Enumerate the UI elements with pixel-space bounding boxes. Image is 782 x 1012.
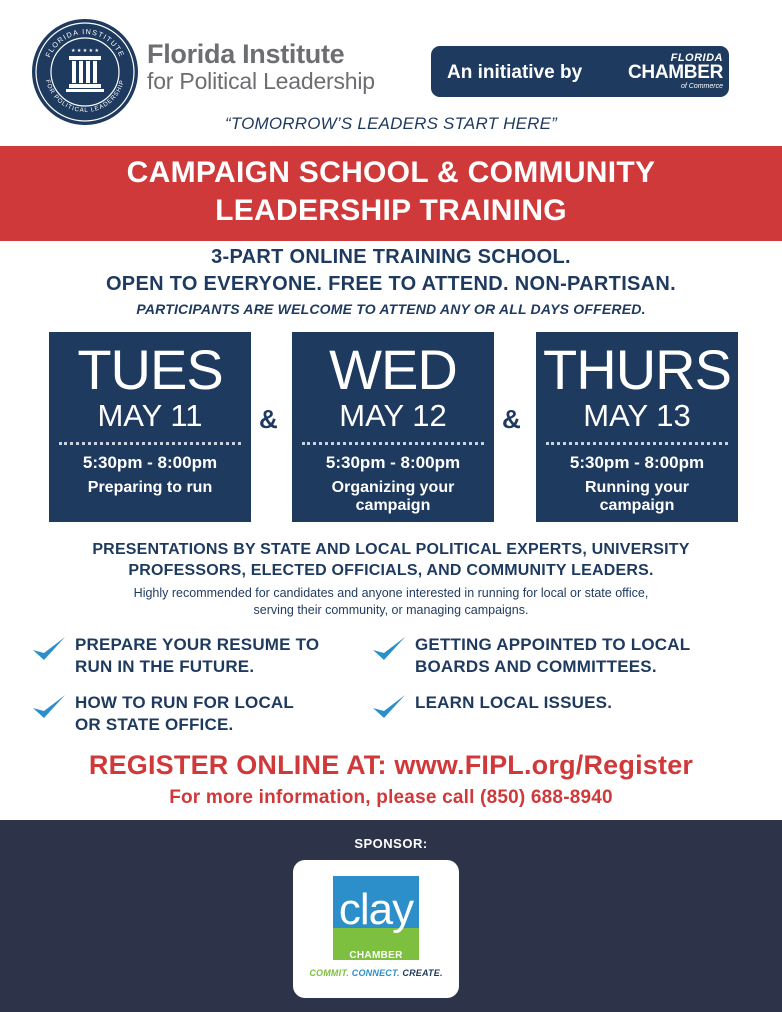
seal-text-bottom: FOR POLITICAL LEADERSHIP xyxy=(43,78,127,115)
svg-text:★ ★ ★ ★ ★: ★ ★ ★ ★ ★ xyxy=(71,48,99,54)
day-date: MAY 11 xyxy=(97,398,203,433)
day-time: 5:30pm - 8:00pm xyxy=(325,453,461,472)
checklist-line2: RUN IN THE FUTURE. xyxy=(75,657,255,676)
florida-chamber-logo xyxy=(619,52,723,94)
day-box-tues xyxy=(49,332,251,522)
clay-chamber-logo xyxy=(293,860,459,998)
ampersand: & xyxy=(259,404,278,434)
checklist-text xyxy=(75,692,375,736)
more-info-phone: For more information, please call (850) 688-8940 xyxy=(169,787,613,808)
day-date: MAY 13 xyxy=(583,398,691,433)
sponsor-footer xyxy=(0,820,782,1012)
tag-commit: COMMIT. xyxy=(309,968,350,978)
checklist-line1: HOW TO RUN FOR LOCAL xyxy=(75,693,294,712)
day-time: 5:30pm - 8:00pm xyxy=(82,453,218,472)
day-name: WED xyxy=(329,338,457,401)
chamber-logo-word: CHAMBER xyxy=(627,62,723,83)
presentations-line2: PROFESSORS, ELECTED OFFICIALS, AND COMMUNITY LEADERS. xyxy=(128,562,654,579)
org-name xyxy=(147,40,375,94)
initiative-text: An initiative by xyxy=(447,62,583,83)
org-name-line2: for Political Leadership xyxy=(147,68,375,94)
day-name: TUES xyxy=(77,338,223,401)
day-topic: Preparing to run xyxy=(87,479,213,496)
ampersand: & xyxy=(502,404,521,434)
checklist-text xyxy=(75,634,375,678)
checkmark-icon xyxy=(31,692,67,722)
checkmark-icon xyxy=(31,634,67,664)
day-date: MAY 12 xyxy=(339,398,447,433)
seal-text-top: FLORIDA INSTITUTE xyxy=(43,26,127,59)
clay-logo-chamber: CHAMBER xyxy=(349,950,403,961)
subheading-line3: PARTICIPANTS ARE WELCOME TO ATTEND ANY OR ALL DAYS OFFERED. xyxy=(136,301,646,317)
dotted-divider xyxy=(302,442,484,445)
dotted-divider xyxy=(59,442,241,445)
institute-seal-logo xyxy=(31,18,139,126)
checklist-line2: BOARDS AND COMMITTEES. xyxy=(415,657,657,676)
presentations-description xyxy=(0,585,782,619)
day-topic: Running your campaign xyxy=(585,479,689,514)
subheading-line1: 3-PART ONLINE TRAINING SCHOOL. xyxy=(211,246,571,268)
day-name: THURS xyxy=(543,338,731,401)
day-box-wed xyxy=(292,332,494,522)
sponsor-label: SPONSOR: xyxy=(354,836,428,851)
presentations-heading xyxy=(0,539,782,581)
tag-create: CREATE. xyxy=(402,968,443,978)
header xyxy=(0,0,782,145)
clay-logo-tagline xyxy=(293,968,459,978)
org-name-line1: Florida Institute xyxy=(147,39,345,69)
description-line1: Highly recommended for candidates and anyone interested in running for local or state office, xyxy=(133,586,649,600)
checklist-line1: LEARN LOCAL ISSUES. xyxy=(415,693,613,712)
dotted-divider xyxy=(546,442,728,445)
clay-logo-word: clay xyxy=(338,885,414,934)
register-online-link[interactable]: REGISTER ONLINE AT: www.FIPL.org/Register xyxy=(88,750,694,780)
tagline: “TOMORROW’S LEADERS START HERE” xyxy=(224,114,558,133)
checklist-line1: PREPARE YOUR RESUME TO xyxy=(75,635,320,654)
banner-title-line2: LEADERSHIP TRAINING xyxy=(215,194,567,227)
banner-title xyxy=(0,146,782,230)
day-time: 5:30pm - 8:00pm xyxy=(569,453,705,472)
checkmark-icon xyxy=(371,634,407,664)
tag-connect: CONNECT. xyxy=(351,968,400,978)
day-topic: Organizing your campaign xyxy=(331,479,455,514)
checklist-text xyxy=(415,692,715,714)
subheading-line2: OPEN TO EVERYONE. FREE TO ATTEND. NON-PARTISAN. xyxy=(105,273,677,295)
title-banner xyxy=(0,146,782,241)
checklist-line1: GETTING APPOINTED TO LOCAL xyxy=(415,635,691,654)
presentations-line1: PRESENTATIONS BY STATE AND LOCAL POLITICAL EXPERTS, UNIVERSITY xyxy=(92,541,690,558)
chamber-logo-sub: of Commerce xyxy=(680,83,723,90)
description-line2: serving their community, or managing campaigns. xyxy=(253,603,529,617)
chamber-logo-florida: FLORIDA xyxy=(670,52,723,64)
checklist-text xyxy=(415,634,715,678)
initiative-badge xyxy=(431,46,729,97)
checkmark-icon xyxy=(371,692,407,722)
banner-title-line1: CAMPAIGN SCHOOL & COMMUNITY xyxy=(126,156,656,189)
checklist-line2: OR STATE OFFICE. xyxy=(75,715,234,734)
clay-logo-block xyxy=(333,876,419,960)
day-box-thurs xyxy=(536,332,738,522)
